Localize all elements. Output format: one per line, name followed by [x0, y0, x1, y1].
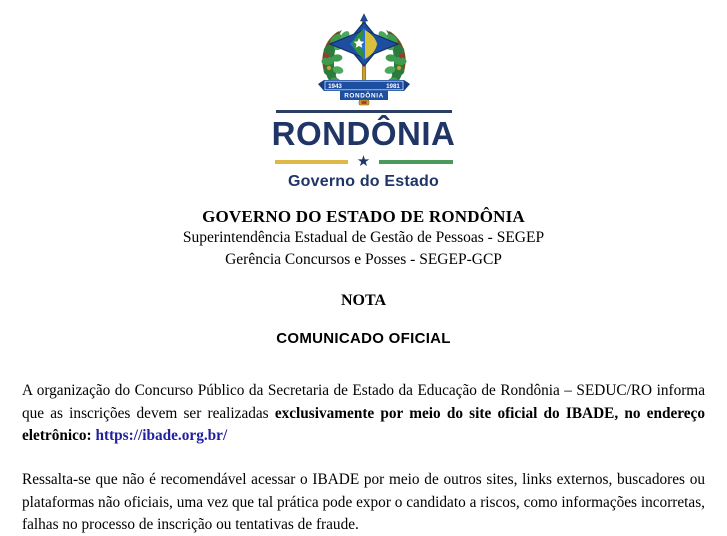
star-icon: ★ [356, 153, 371, 170]
logo-divider-rule [276, 110, 452, 113]
paragraph-1-emphasis: exclusivamente por meio do site oficial do IBADE, no endereço eletrônico: [22, 404, 705, 444]
svg-text:1943: 1943 [327, 82, 342, 90]
document-header [0, 206, 727, 271]
rondonia-coat-of-arms-icon [312, 12, 416, 108]
svg-text:RONDÔNIA: RONDÔNIA [343, 92, 384, 100]
document-body [22, 380, 705, 536]
gold-dash [275, 160, 348, 164]
header-subtitle-1: Superintendência Estadual de Gestão de Pessoas - SEGEP [182, 228, 545, 246]
paragraph-2: Ressalta-se que não é recomendável acessar o IBADE por meio de outros sites, links externos, buscadores ou plataformas não oficiais, uma vez que tal prática pode expor o candidato a riscos, como informações incorretas, falhas no processo de inscrição ou tentativas de fraude. [22, 471, 705, 533]
notice-kind-label: NOTA [340, 292, 387, 310]
header-subtitle-2: Gerência Concursos e Posses - SEGEP-GCP [225, 250, 502, 268]
notice-subject-label: COMUNICADO OFICIAL [276, 330, 451, 348]
green-dash [379, 160, 452, 164]
logo-wordmark: RONDÔNIA [271, 115, 456, 152]
government-logo [0, 0, 727, 191]
page-title: GOVERNO DO ESTADO DE RONDÔNIA [202, 206, 525, 226]
logo-accent-divider [275, 155, 453, 170]
logo-subtitle: Governo do Estado [288, 172, 439, 190]
ibade-website-link[interactable]: https://ibade.org.br/ [95, 426, 228, 444]
paragraph-1-text: A organização do Concurso Público da Secretaria de Estado da Educação de Rondônia – SEDUC/RO informa que as inscrições devem ser realizadas [22, 382, 705, 422]
svg-text:1981: 1981 [385, 82, 400, 90]
paragraph-1 [22, 380, 705, 447]
